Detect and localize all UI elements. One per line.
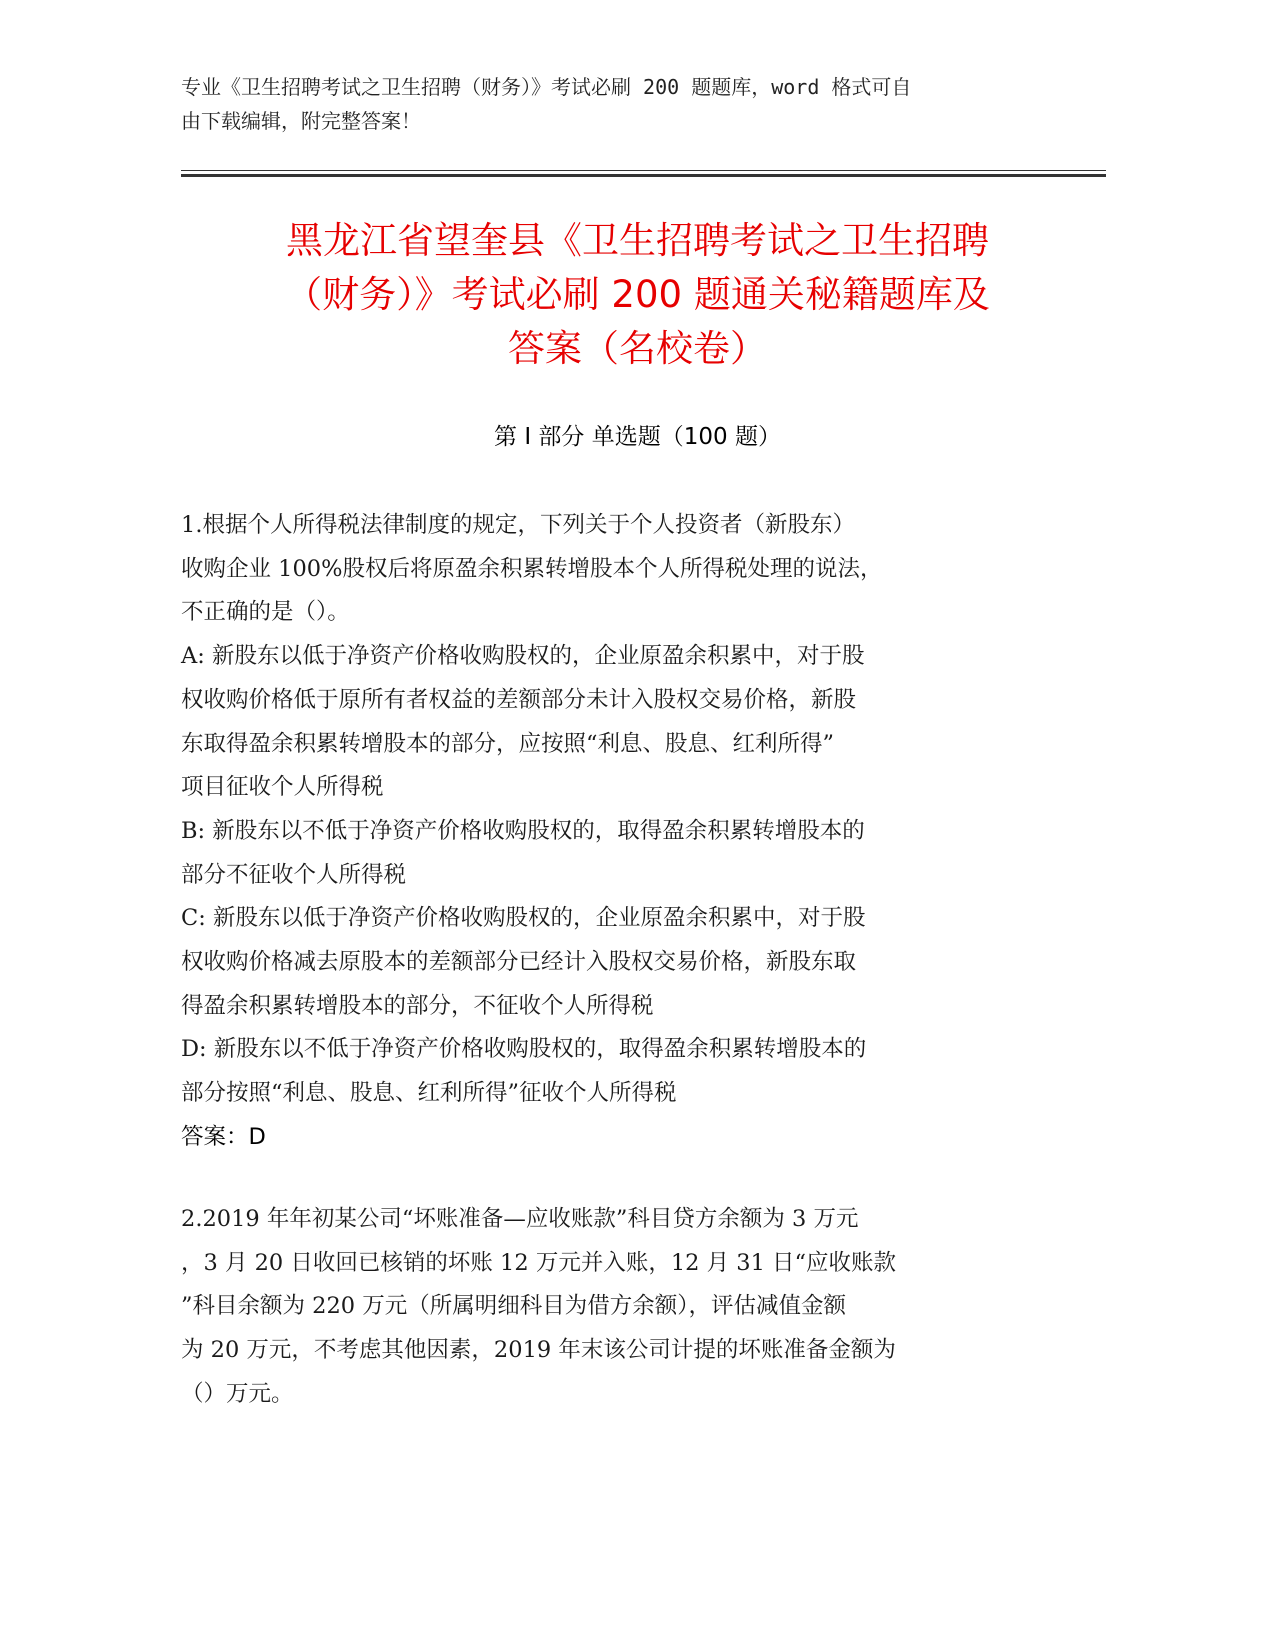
header-note-line: 专业《卫生招聘考试之卫生招聘（财务）》考试必刷 200 题题库，word 格式可自 — [181, 75, 912, 99]
header-note — [181, 70, 1061, 138]
header-divider-thin — [181, 170, 1106, 171]
question-2 — [181, 1198, 1031, 1417]
question-stem-line: （）万元。 — [181, 1380, 294, 1407]
option-c-line: C: 新股东以低于净资产价格收购股权的，企业原盈余积累中，对于股 — [181, 905, 866, 932]
option-b-line: 部分不征收个人所得税 — [181, 861, 407, 888]
document-title — [160, 214, 1115, 376]
section-heading: 第 I 部分 单选题（100 题） — [494, 424, 781, 450]
answer-line: 答案：D — [181, 1123, 266, 1150]
question-stem-line: 2.2019 年年初某公司“坏账准备—应收账款”科目贷方余额为 3 万元 — [181, 1206, 859, 1232]
option-d-line: D: 新股东以不低于净资产价格收购股权的，取得盈余积累转增股本的 — [181, 1036, 867, 1063]
option-c-line: 权收购价格减去原股本的差额部分已经计入股权交易价格，新股东取 — [181, 949, 857, 976]
title-line: （财务）》考试必刷 200 题通关秘籍题库及 — [285, 273, 990, 316]
header-note-line: 由下载编辑，附完整答案！ — [181, 109, 421, 133]
option-a-line: 项目征收个人所得税 — [181, 774, 384, 801]
option-b-line: B: 新股东以不低于净资产价格收购股权的，取得盈余积累转增股本的 — [181, 817, 865, 844]
option-c-line: 得盈余积累转增股本的部分，不征收个人所得税 — [181, 992, 654, 1019]
header-divider-thick — [181, 174, 1106, 177]
option-a-line: 权收购价格低于原所有者权益的差额部分未计入股权交易价格，新股 — [181, 686, 857, 713]
question-stem-line: ”科目余额为 220 万元（所属明细科目为借方余额），评估减值金额 — [181, 1293, 847, 1320]
question-stem-line: 不正确的是（）。 — [181, 599, 350, 626]
question-stem-line: ，3 月 20 日收回已核销的坏账 12 万元并入账，12 月 31 日“应收账款 — [181, 1249, 897, 1276]
question-1 — [181, 504, 1031, 1160]
option-a-line: 东取得盈余积累转增股本的部分，应按照“利息、股息、红利所得” — [181, 730, 835, 757]
title-line: 黑龙江省望奎县《卫生招聘考试之卫生招聘 — [286, 219, 989, 262]
question-stem-line: 为 20 万元，不考虑其他因素，2019 年末该公司计提的坏账准备金额为 — [181, 1337, 896, 1364]
question-stem-line: 1.根据个人所得税法律制度的规定，下列关于个人投资者（新股东） — [181, 512, 855, 538]
option-d-line: 部分按照“利息、股息、红利所得”征收个人所得税 — [181, 1080, 677, 1107]
title-line: 答案（名校卷） — [508, 327, 767, 370]
option-a-line: A: 新股东以低于净资产价格收购股权的，企业原盈余积累中，对于股 — [181, 643, 865, 670]
question-stem-line: 收购企业 100%股权后将原盈余积累转增股本个人所得税处理的说法， — [181, 555, 883, 582]
